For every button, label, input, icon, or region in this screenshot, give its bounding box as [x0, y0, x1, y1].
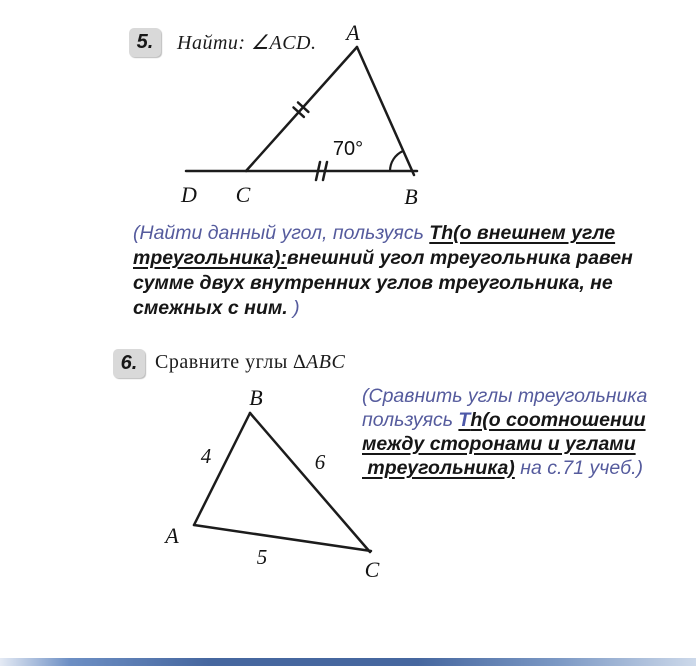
problem-5-note — [133, 221, 633, 321]
side-ac-length-label: 5 — [256, 545, 268, 569]
note-5-theorem-ref-cont: треугольника): — [133, 247, 287, 269]
note-6-line2-open-text: пользуясь — [362, 409, 459, 431]
note-6-theorem-ref — [458, 409, 645, 431]
problem-6-statement — [155, 351, 345, 374]
vertex-a-label: A — [346, 20, 360, 45]
side-ab-length-label: 4 — [200, 444, 212, 468]
side-ab-line — [194, 413, 250, 525]
note-6-close-text: на с.71 учеб.) — [514, 457, 644, 479]
note-5-body-line2: внешний угол треугольника равен — [286, 247, 633, 269]
problem-6-triangle-ref: ∆ABC — [293, 351, 346, 373]
problem-5-statement: Найти: ∠ACD. — [177, 32, 317, 54]
side-ac-line — [194, 525, 371, 551]
note-5-body-line3: сумме двух внутренних углов треугольника, не — [133, 272, 613, 294]
note-6-theorem-t: T — [458, 409, 471, 431]
vertex-b-label: B — [249, 385, 263, 410]
side-bc-length-label: 6 — [314, 450, 326, 474]
note-6-theorem-line4: треугольника) — [362, 457, 515, 479]
problem-5-number-badge: 5. — [129, 28, 161, 57]
side-bc-line — [250, 413, 370, 552]
problem-5-diagram — [160, 14, 440, 224]
vertex-d-label: D — [181, 182, 197, 207]
note-5-open-text: (Найти данный угол, пользуясь — [133, 222, 430, 244]
angle-b-value-label: 70° — [332, 138, 364, 160]
problem-6-note — [362, 384, 647, 480]
vertex-c-label: C — [364, 557, 380, 582]
note-5-theorem-ref: Th(о внешнем угле — [429, 222, 616, 244]
angle-b-arc — [390, 151, 403, 171]
problem-6-statement-text: Сравните углы — [155, 351, 294, 373]
side-ab-line — [357, 47, 414, 175]
note-5-close-text: ) — [293, 297, 300, 319]
note-6-line1-text: (Сравнить углы треугольника — [362, 385, 648, 407]
problem-6-number-badge: 6. — [113, 349, 145, 378]
vertex-a-label: A — [165, 523, 179, 548]
note-6-theorem-rest: h(о соотношении — [470, 409, 646, 431]
note-5-body-line4: смежных с ним. — [133, 297, 294, 319]
note-6-theorem-line3: между сторонами и углами — [362, 433, 636, 455]
vertex-b-label: B — [404, 184, 418, 209]
vertex-c-label: C — [235, 182, 251, 207]
bottom-scrollbar[interactable] — [0, 658, 696, 666]
